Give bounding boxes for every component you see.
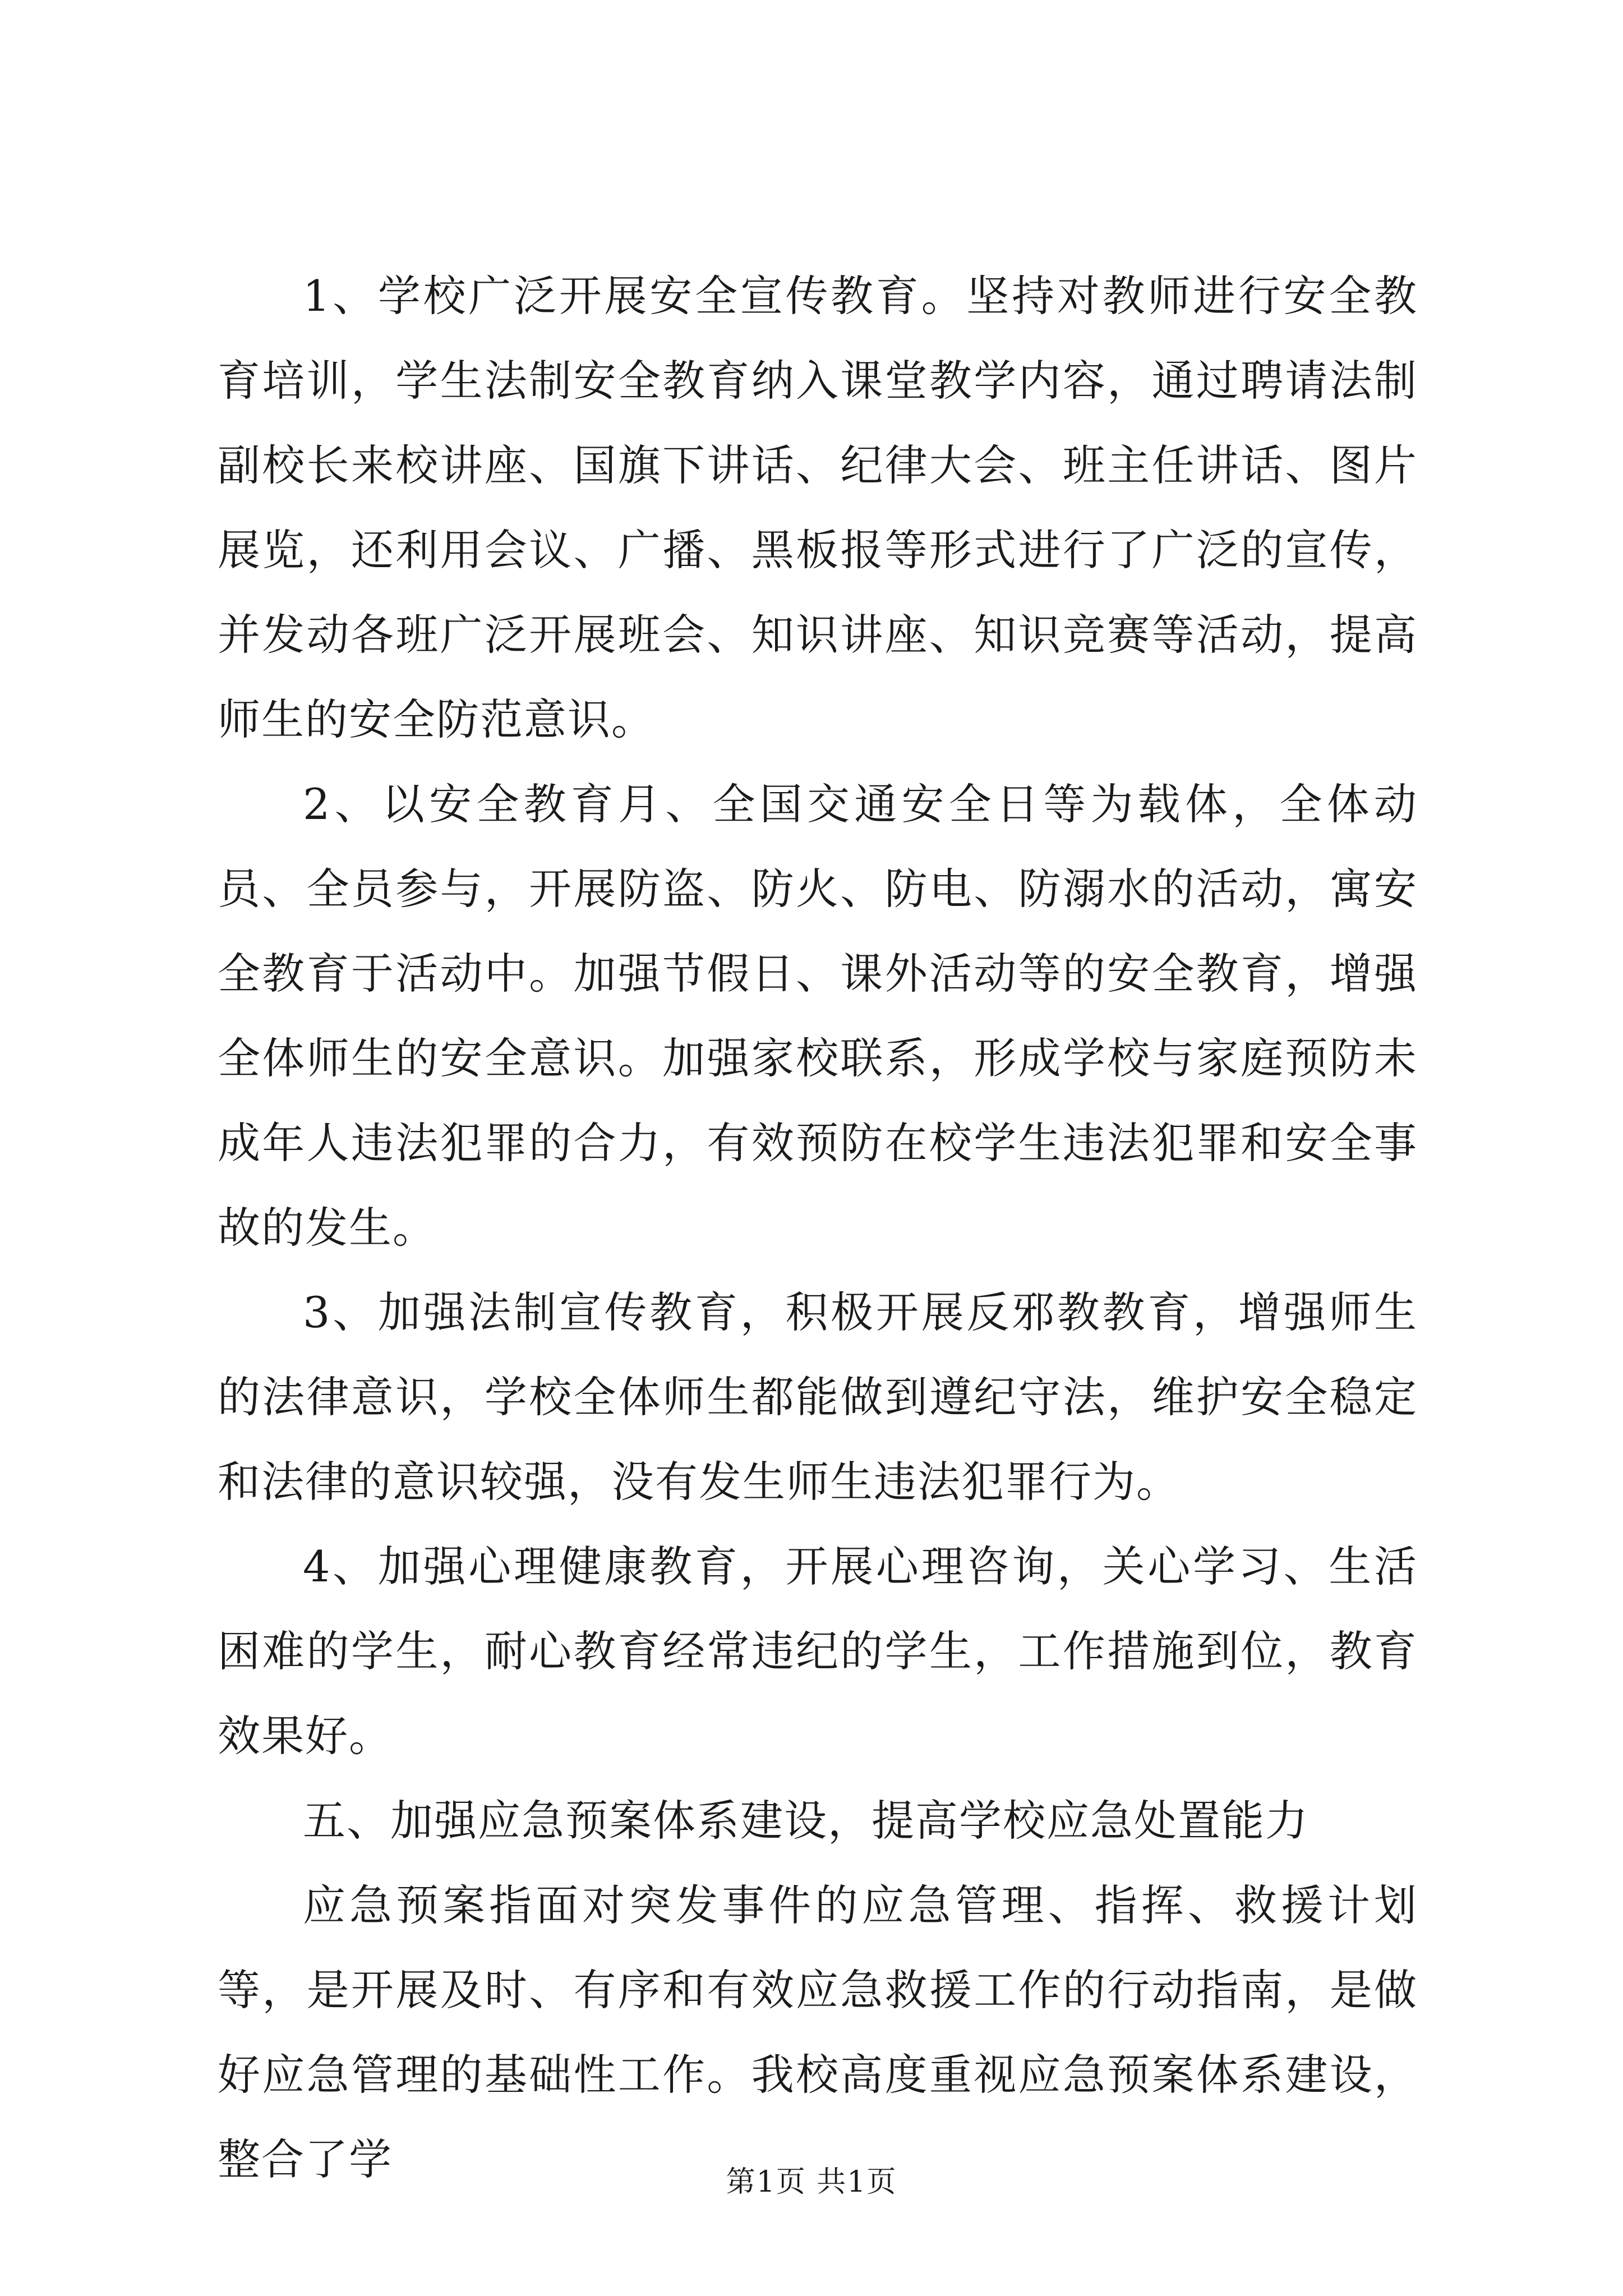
paragraph-safety-month: 2、以安全教育月、全国交通安全日等为载体，全体动员、全员参与，开展防盗、防火、防电、防溺水的活动，寓安全教育于活动中。加强节假日、课外活动等的安全教育，增强全体师生的安全意识。加强家校联系，形成学校与家庭预防未成年人违法犯罪的合力，有效预防在校学生违法犯罪和安全事故的发生。	[218, 779, 1418, 1253]
paragraph-emergency-plan: 应急预案指面对突发事件的应急管理、指挥、救援计划等，是开展及时、有序和有效应急救援工作的行动指南，是做好应急管理的基础性工作。我校高度重视应急预案体系建设，整合了学	[218, 1880, 1418, 2184]
paragraph-mental-health: 4、加强心理健康教育，开展心理咨询，关心学习、生活困难的学生，耐心教育经常违纪的学生，工作措施到位，教育效果好。	[218, 1542, 1418, 1761]
section-heading-emergency-plan: 五、加强应急预案体系建设，提高学校应急处置能力	[303, 1796, 1309, 1846]
document-body	[218, 254, 1418, 2202]
paragraph-safety-publicity: 1、学校广泛开展安全宣传教育。坚持对教师进行安全教育培训，学生法制安全教育纳入课堂教学内容，通过聘请法制副校长来校讲座、国旗下讲话、纪律大会、班主任讲话、图片展览，还利用会议、广播、黑板报等形式进行了广泛的宣传，并发动各班广泛开展班会、知识讲座、知识竞赛等活动，提高师生的安全防范意识。	[218, 271, 1418, 744]
page-number-footer: 第1页 共1页	[726, 2165, 897, 2199]
paragraph-legal-education: 3、加强法制宣传教育，积极开展反邪教教育，增强师生的法律意识，学校全体师生都能做到遵纪守法，维护安全稳定和法律的意识较强，没有发生师生违法犯罪行为。	[218, 1287, 1418, 1507]
